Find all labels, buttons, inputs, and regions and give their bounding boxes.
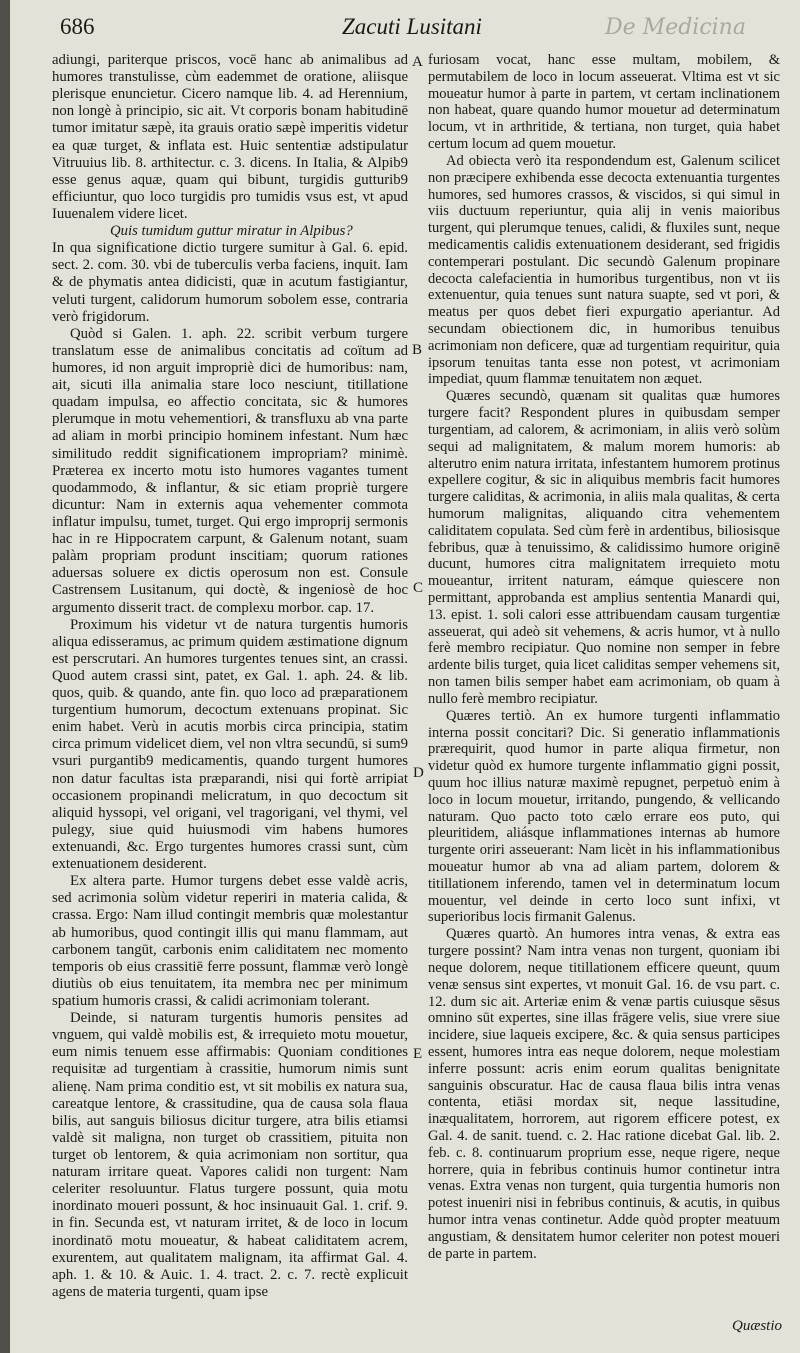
paragraph: Ad obiecta verò ita respondendum est, Galenum scilicet non præcipere exhibenda esse decocta extenuantia turgentes humores, sed humores crassos, & viscidos, si qui simul in viis ductuum reperiuntur, quia alij in venis maioribus turgent, qui plerumque tenues, calidi, & fluxiles sunt, neque medicamentis calidis extenuationem desiderant, sed frigidis contemperari postulant. Dic secundò Galenum propinare decocta calefacientia in humoribus turgentibus, non vt iis extenuentur, quia tenues sunt natura suapte, sed vt pori, & meatus per quos debet fieri expurgatio aperiantur. Ad secundam obiectionem dic, in humoribus tenuibus acrimoniam non deficere, quæ ad turgentiam requiritur, quia ipsorum tenuitas tanta esse non potest, vt acrimoniam impediat, quum flammæ tenuitatem non æquet. [428, 152, 780, 388]
verse-quotation: Quis tumidum guttur miratur in Alpibus? [110, 223, 353, 240]
catchword: Quæstio [731, 1318, 782, 1334]
right-column [428, 52, 780, 1263]
page-number: 686 [60, 14, 95, 39]
paragraph: adiungi, pariterque priscos, vocē hanc ab animalibus ad humores transtulisse, cùm eademmet de oratione, aliisque plerisque enuncietur. Cicero namque lib. 4. ad Herennium, non longè à principio, sic ait. Vt corporis bonam habitudinē tumor imitatur sæpè, ita grauis oratio sæpè imperitis videtur ea quæ turget, & inflata est. Huic sententiæ adstipulatur Vitruuius lib. 8. arthitectur. c. 3. dicens. In Italia, & Alpib9 esse genus aquæ, quam qui bibunt, turgidis gutturib9 efficiuntur, quo loco turgidis pro tumidis vsus est, vt apud Iuuenalem videre licet. [52, 52, 408, 222]
margin-letter-d: D [413, 765, 424, 781]
paragraph: Quæres tertiò. An ex humore turgenti inflammatio interna possit concitari? Dic. Si generatio inflammationis prærequirit, quod humor in parte aliqua firmetur, non videtur quòd ex humore turgente inflammatio gigni possit, quum hoc illius naturæ maximè repugnet, perpetuò enim à loco in locum mouetur, irritando, pungendo, & vellicando naturam. Quo pacto toto cælo errare eos puto, qui pleuritidem, aliásque inflammationes internas ab humore turgente oriri asseuerant: Nam licèt in his inflammationibus moueatur humor ab vna ad aliam partem, dolorem & titillationem inferendo, tamen vel in determinatum locum mouentur, vel deinde in certo loco sunt infixi, vt superioribus locis firmanit Galenus. [428, 707, 780, 926]
page-gutter-shadow [0, 0, 10, 1353]
margin-letter-a: A [412, 54, 423, 70]
paragraph: In qua significatione dictio turgere sumitur à Gal. 6. epid. sect. 2. com. 30. vbi de tuberculis verba faciens, inquit. Iam & de phymatis antea didicisti, quæ in acutum fastigiantur, veluti turgent, calidorum humorum sobolem esse, contraria verò frigidorum. [52, 240, 408, 325]
left-column [52, 52, 408, 1301]
margin-letter-c: C [413, 580, 424, 596]
paragraph: Proximum his videtur vt de natura turgentis humoris aliqua edisseramus, ac primum quidem æstimatione dignum est perscrutari. An humores turgentes tenues sint, an crassi. Quod autem crassi sint, patet, ex Gal. 1. aph. 24. & lib. quos, quib. & quando, ante fin. quo loco ad præparationem turgentium humorum, decoctum extenuans propinat. Sic enim habet. Verù in acutis morbis circa principia, statim circa primum videlicet diem, vel non vltra secundū, si sum9 vsuri purgantib9 medicamentis, quando turgent humores non datur facultas ista præparandi, nisi qui fortè arripiat occasionem propinandi melicratum, in quo decoctum sit aliquid hyssopi, vel origani, vel tragorigani, vel thymi, vel pulegy, siue quid huiusmodi vim habens humores extenuandi, &c. Ergo turgentes humores crassi sunt, cùm extenuationem desiderent. [52, 616, 408, 873]
paragraph: Deinde, si naturam turgentis humoris pensites ad vnguem, qui valdè mobilis est, & irrequieto motu mouetur, eum nimis tenuem esse affirmabis: Quoniam conditiones requisitæ ad turgentiam à crassitie, humorum nimis sunt alienę. Nam prima conditio est, vt sit mobilis ex natura sua, careatque lentore, & crassitudine, qua de causa sola flaua bilis, aut sanguis biliosus dicitur turgere, atra bilis etiamsi valdè sit maligna, non turget ob crassitiem, pituita non turget ob lentorem, & quia acrimoniam non sortitur, qua naturam irritare queat. Vapores calidi non turgent: Nam celeriter resoluuntur. Flatus turgere possunt, quia motu inordinato moueri possunt, & hoc insinuauit Gal. 1. crif. 9. in fin. Secunda est, vt naturam irritet, & de loco in locum inordinatō motu moueatur, & habeat caliditatem acrem, exurentem, aut qualitatem malignam, ita affirmat Gal. 4. aph. 1. & 10. & Auic. 1. 4. tract. 2. c. 7. rectè explicuit agens de materia turgenti, quam ipse [52, 1010, 408, 1300]
paragraph: furiosam vocat, hanc esse multam, mobilem, & permutabilem de loco in locum asseuerat. Vltima est vt sic moueatur humor à parte in partem, vt certam inclinationem non habeat, quare quando humor mouetur ad determinatum locum, vt in arthritide, & tertiana, non turget, quia habet certum locum ad quem mouetur. [428, 52, 780, 153]
margin-letter-b: B [412, 342, 423, 358]
paragraph: Ex altera parte. Humor turgens debet esse valdè acris, sed acrimonia solùm videtur reperiri in materia calida, & crassa. Ergo: Nam illud contingit membris quæ molestantur ab humoribus, quod contingit illis qui manu flammam, aut carbonem tangūt, carbonis enim caliditatem nec momento temporis ob eius crassitiē ferre possunt, flammæ verò longè diutiùs ob eius tenuitatem, ita membra nec per minimum spatium humoris crassi, & calidi acrimoniam tolerant. [52, 873, 408, 1010]
page-header [60, 14, 800, 48]
paragraph: Quæres secundò, quænam sit qualitas quæ humores turgere facit? Respondent plures in quibusdam semper turgentiam, ad calorem, & acrimoniam, in aliis verò solùm sequi ad malignitatem, & malum morem humoris: ab alterutro enim natura irritata, infestantem humorem protinus expellere cogitur, & sic in aliquibus membris facit humores turgere caliditas, & acrimonia, in aliis mala qualitas, & certa humorum malignitas, aliquando citra vehementem caliditatem copulata. Sed cùm ferè in ardentibus, biliosisque febribus, quæ à tenuissimo, & calidissimo humore originē ducunt, humores citra malignitatem irrequieto motu moueantur, irritent naturam, eámque quiescere non permittant, approbanda est amplius sententia Manardi qui, 13. epist. 1. soli calori esse attribuendam causam turgentiæ asseuerat, qui adeò sit vehemens, & acris humor, vt à nullo ferè membro recipiatur. Quo nomine non semper in febre ardente bilis turget, quia licet caliditas semper vehemens sit, non tamen bilis semper habet eam acrimoniam, ob quam à nullo ferè membro recipiatur. [428, 388, 780, 707]
bleed-through-text: De Medicina [605, 15, 746, 40]
margin-letter-e: E [413, 1046, 423, 1062]
paragraph: Quòd si Galen. 1. aph. 22. scribit verbum turgere translatum esse de animalibus concitatis ad coïtum ad humores, id non arguit impropriè dici de humoribus: nam, ait, sicuti illa animalia stare loco nesciunt, titillatione quadam impulsa, eo affectio concitata, sic & humores plerumque in motu vehementiori, & transfluxu ab vna parte ad aliam in morbi principio hominem infestant. Num hæc similitudo reddit significationem impropriam? minimè. Præterea ex incerto motu isto humores vagantes tument quodammodo, & inflantur, & sic etiam propriè turgere dicuntur: Nam in externis aqua vehementer commota inflatur impulsu, tumet, turget. Qui ergo improprij sermonis hac in re Hippocratem carpunt, & Galenum notant, suam palàm propriam produnt inscitiam; quorum rationes aduersas soluere ex dictis operosum non est. Consule Castrensem Lusitanum, qui doctè, & ingeniosè de hoc argumento disserit tract. de complexu morbor. cap. 17. [52, 325, 408, 616]
running-title: Zacuti Lusitani [342, 14, 482, 39]
paragraph: Quæres quartò. An humores intra venas, & extra eas turgere possint? Nam intra venas non turgent, quoniam ibi neque dolorem, neque titillationem efficere queunt, quum venæ sensus sint expertes, vt monuit Gal. 16. de vsu part. c. 12. dum sic ait. Arteriæ enim & venæ partis cuiusque sēsus omnino sūt expertes, sine illas frāgere velis, siue vrere siue incidere, siue laqueis excipere, &c. & quia sensus participes essent, humores intra eas neque dolorem, neque molestiam inferre possunt: acris enim eorum qualitas benignitate sanguinis obscuratur. Hac de causa flaua bilis intra venas contenta, etiāsi mordax sit, neque lassitudine, inæqualitatem, horrorem, aut rigorem efficere potest, ex Gal. 4. de sanit. tuend. c. 2. Hac ratione dicebat Gal. lib. 2. feb. c. 8. continuarum proprium esse, neque rigere, neque horrere, quia in febribus continuis humor continetur intra venas. Extra venas non turgent, quia turgentia humoris non potest inueniri nisi in febribus continuis, & acutis, in quibus humor intra venas continetur. Adde quòd propter meatuum angustiam, & densitatem humor celeriter non potest moueri de parte in partem. [428, 926, 780, 1262]
